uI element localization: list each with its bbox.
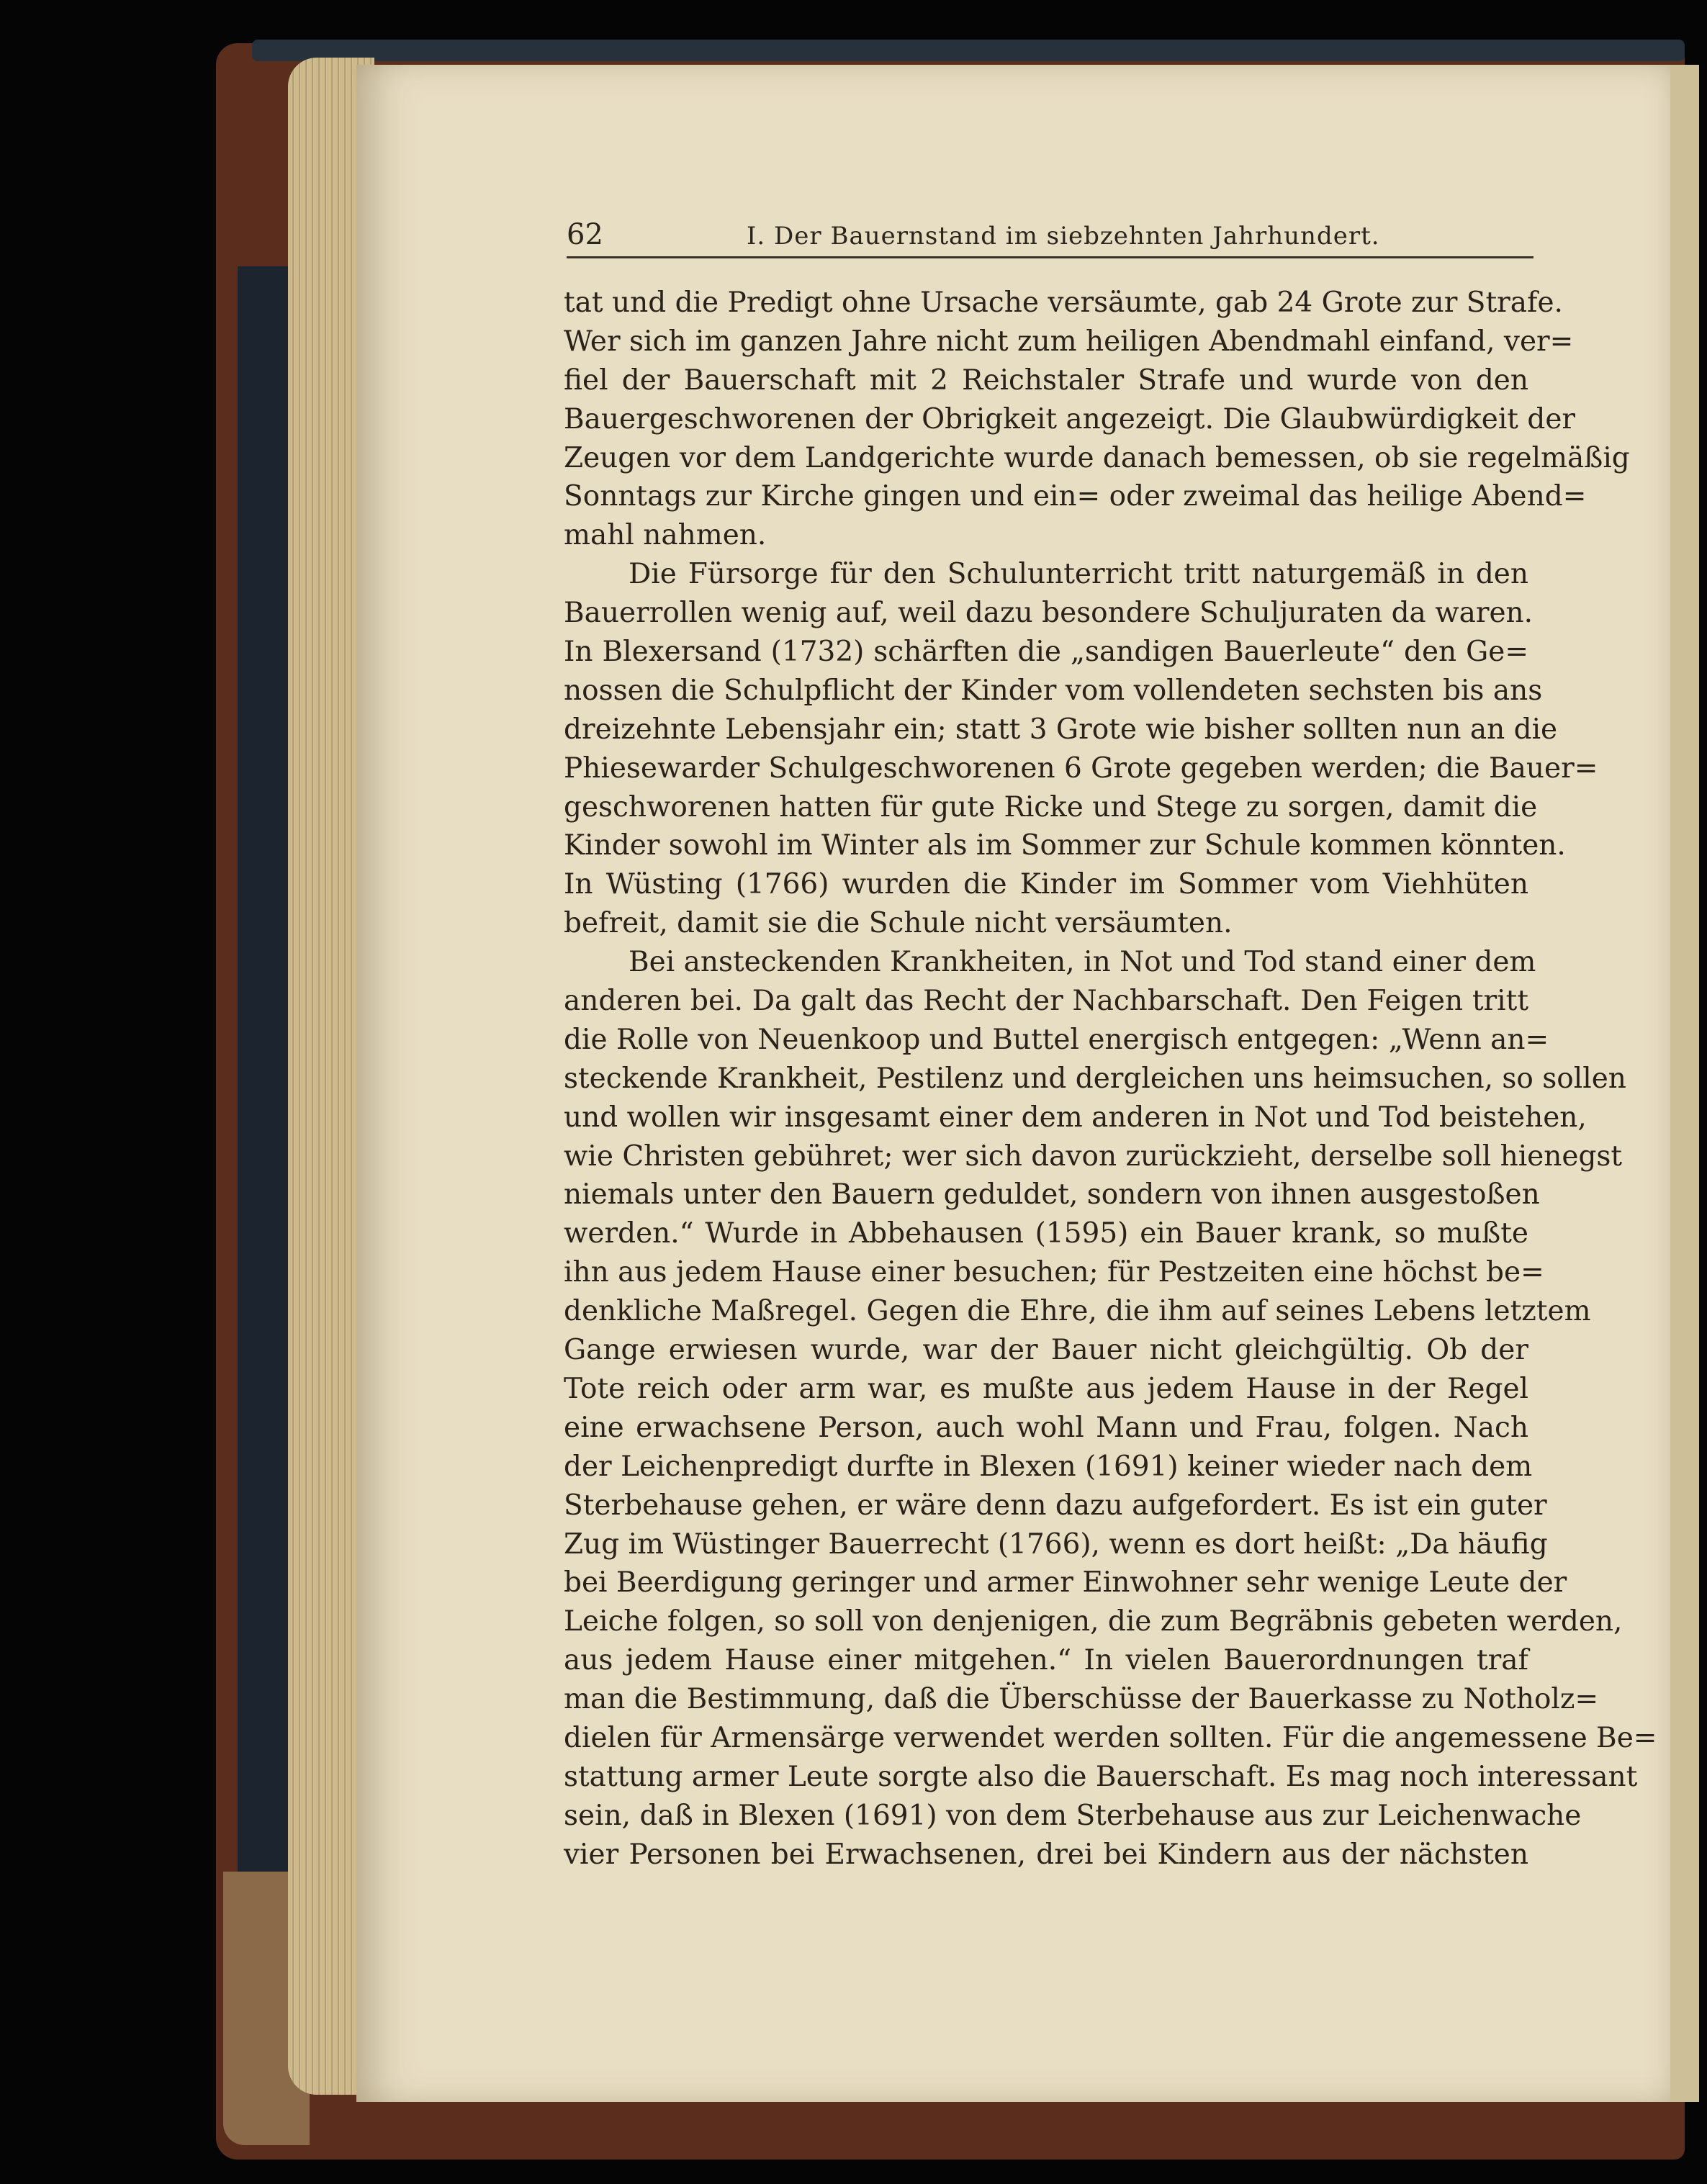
text-line: niemals unter den Bauern geduldet, sondern von ihnen ausgestoßen bbox=[564, 1178, 1540, 1211]
text-line: Zeugen vor dem Landgerichte wurde danach bemessen, ob sie regelmäßig bbox=[564, 441, 1630, 474]
text-line: fiel der Bauerschaft mit 2 Reichstaler Strafe und wurde von den bbox=[564, 364, 1528, 397]
text-line: der Leichenpredigt durfte in Blexen (1691) keiner wieder nach dem bbox=[564, 1450, 1533, 1483]
text-line: dielen für Armensärge verwendet werden sollten. Für die angemessene Be= bbox=[564, 1721, 1657, 1754]
text-line: mahl nahmen. bbox=[564, 519, 767, 552]
text-line: die Rolle von Neuenkoop und Buttel energisch entgegen: „Wenn an= bbox=[564, 1023, 1549, 1056]
text-line: nossen die Schulpflicht der Kinder vom vollendeten sechsten bis ans bbox=[564, 674, 1543, 707]
text-line: Sterbehause gehen, er wäre denn dazu aufgefordert. Es ist ein guter bbox=[564, 1489, 1547, 1522]
text-line: denkliche Maßregel. Gegen die Ehre, die ihm auf seines Lebens letztem bbox=[564, 1295, 1591, 1328]
text-line: Gange erwiesen wurde, war der Bauer nicht gleichgültig. Ob der bbox=[564, 1334, 1528, 1367]
text-line: eine erwachsene Person, auch wohl Mann und Frau, folgen. Nach bbox=[564, 1411, 1528, 1444]
text-line: und wollen wir insgesamt einer dem anderen in Not und Tod beistehen, bbox=[564, 1101, 1587, 1134]
text-line: dreizehnte Lebensjahr ein; statt 3 Grote wie bisher sollten nun an die bbox=[564, 713, 1558, 746]
text-line: Kinder sowohl im Winter als im Sommer zur Schule kommen könnten. bbox=[564, 829, 1566, 862]
text-line: In Wüsting (1766) wurden die Kinder im Sommer vom Viehhüten bbox=[564, 868, 1528, 901]
text-line: anderen bei. Da galt das Recht der Nachbarschaft. Den Feigen tritt bbox=[564, 985, 1528, 1018]
text-line: Leiche folgen, so soll von denjenigen, die zum Begräbnis gebeten werden, bbox=[564, 1605, 1623, 1638]
page-right-edge bbox=[1670, 65, 1699, 2102]
text-line: Zug im Wüstinger Bauerrecht (1766), wenn es dort heißt: „Da häufig bbox=[564, 1528, 1548, 1561]
text-line: steckende Krankheit, Pestilenz und dergleichen uns heimsuchen, so sollen bbox=[564, 1062, 1626, 1095]
text-line: Bauergeschworenen der Obrigkeit angezeigt. Die Glaubwürdigkeit der bbox=[564, 402, 1576, 436]
text-line: tat und die Predigt ohne Ursache versäumte, gab 24 Grote zur Strafe. bbox=[564, 286, 1563, 319]
text-line: Tote reich oder arm war, es mußte aus jedem Hause in der Regel bbox=[564, 1372, 1528, 1405]
text-line: werden.“ Wurde in Abbehausen (1595) ein Bauer krank, so mußte bbox=[564, 1217, 1528, 1250]
text-line: wie Christen gebühret; wer sich davon zurückzieht, derselbe soll hienegst bbox=[564, 1140, 1623, 1173]
text-line: befreit, damit sie die Schule nicht versäumten. bbox=[564, 907, 1233, 940]
text-line: Bei ansteckenden Krankheiten, in Not und Tod stand einer dem bbox=[629, 946, 1536, 979]
page-number: 62 bbox=[567, 218, 603, 251]
text-line: bei Beerdigung geringer und armer Einwohner sehr wenige Leute der bbox=[564, 1566, 1567, 1599]
text-line: man die Bestimmung, daß die Überschüsse der Bauerkasse zu Notholz= bbox=[564, 1683, 1599, 1716]
text-line: stattung armer Leute sorgte also die Bauerschaft. Es mag noch interessant bbox=[564, 1760, 1638, 1793]
text-line: Wer sich im ganzen Jahre nicht zum heiligen Abendmahl einfand, ver= bbox=[564, 325, 1574, 358]
text-line: Die Fürsorge für den Schulunterricht tritt naturgemäß in den bbox=[629, 558, 1528, 591]
text-line: Sonntags zur Kirche gingen und ein= oder zweimal das heilige Abend= bbox=[564, 480, 1587, 513]
text-line: vier Personen bei Erwachsenen, drei bei Kindern aus der nächsten bbox=[564, 1838, 1528, 1871]
text-line: In Blexersand (1732) schärften die „sandigen Bauerleute“ den Ge= bbox=[564, 636, 1528, 669]
body-text bbox=[564, 284, 1657, 1874]
text-line: aus jedem Hause einer mitgehen.“ In vielen Bauerordnungen traf bbox=[564, 1644, 1528, 1677]
text-line: sein, daß in Blexen (1691) von dem Sterbehause aus zur Leichenwache bbox=[564, 1799, 1582, 1832]
text-line: Phiesewarder Schulgeschworenen 6 Grote gegeben werden; die Bauer= bbox=[564, 752, 1598, 785]
cover-top-edge bbox=[252, 40, 1685, 61]
running-head bbox=[567, 215, 1533, 258]
text-line: Bauerrollen wenig auf, weil dazu besondere Schuljuraten da waren. bbox=[564, 597, 1533, 630]
text-line: ihn aus jedem Hause einer besuchen; für Pestzeiten eine höchst be= bbox=[564, 1256, 1544, 1289]
text-line: geschworenen hatten für gute Ricke und Stege zu sorgen, damit die bbox=[564, 790, 1538, 823]
running-title: I. Der Bauernstand im siebzehnten Jahrhundert. bbox=[747, 222, 1380, 251]
